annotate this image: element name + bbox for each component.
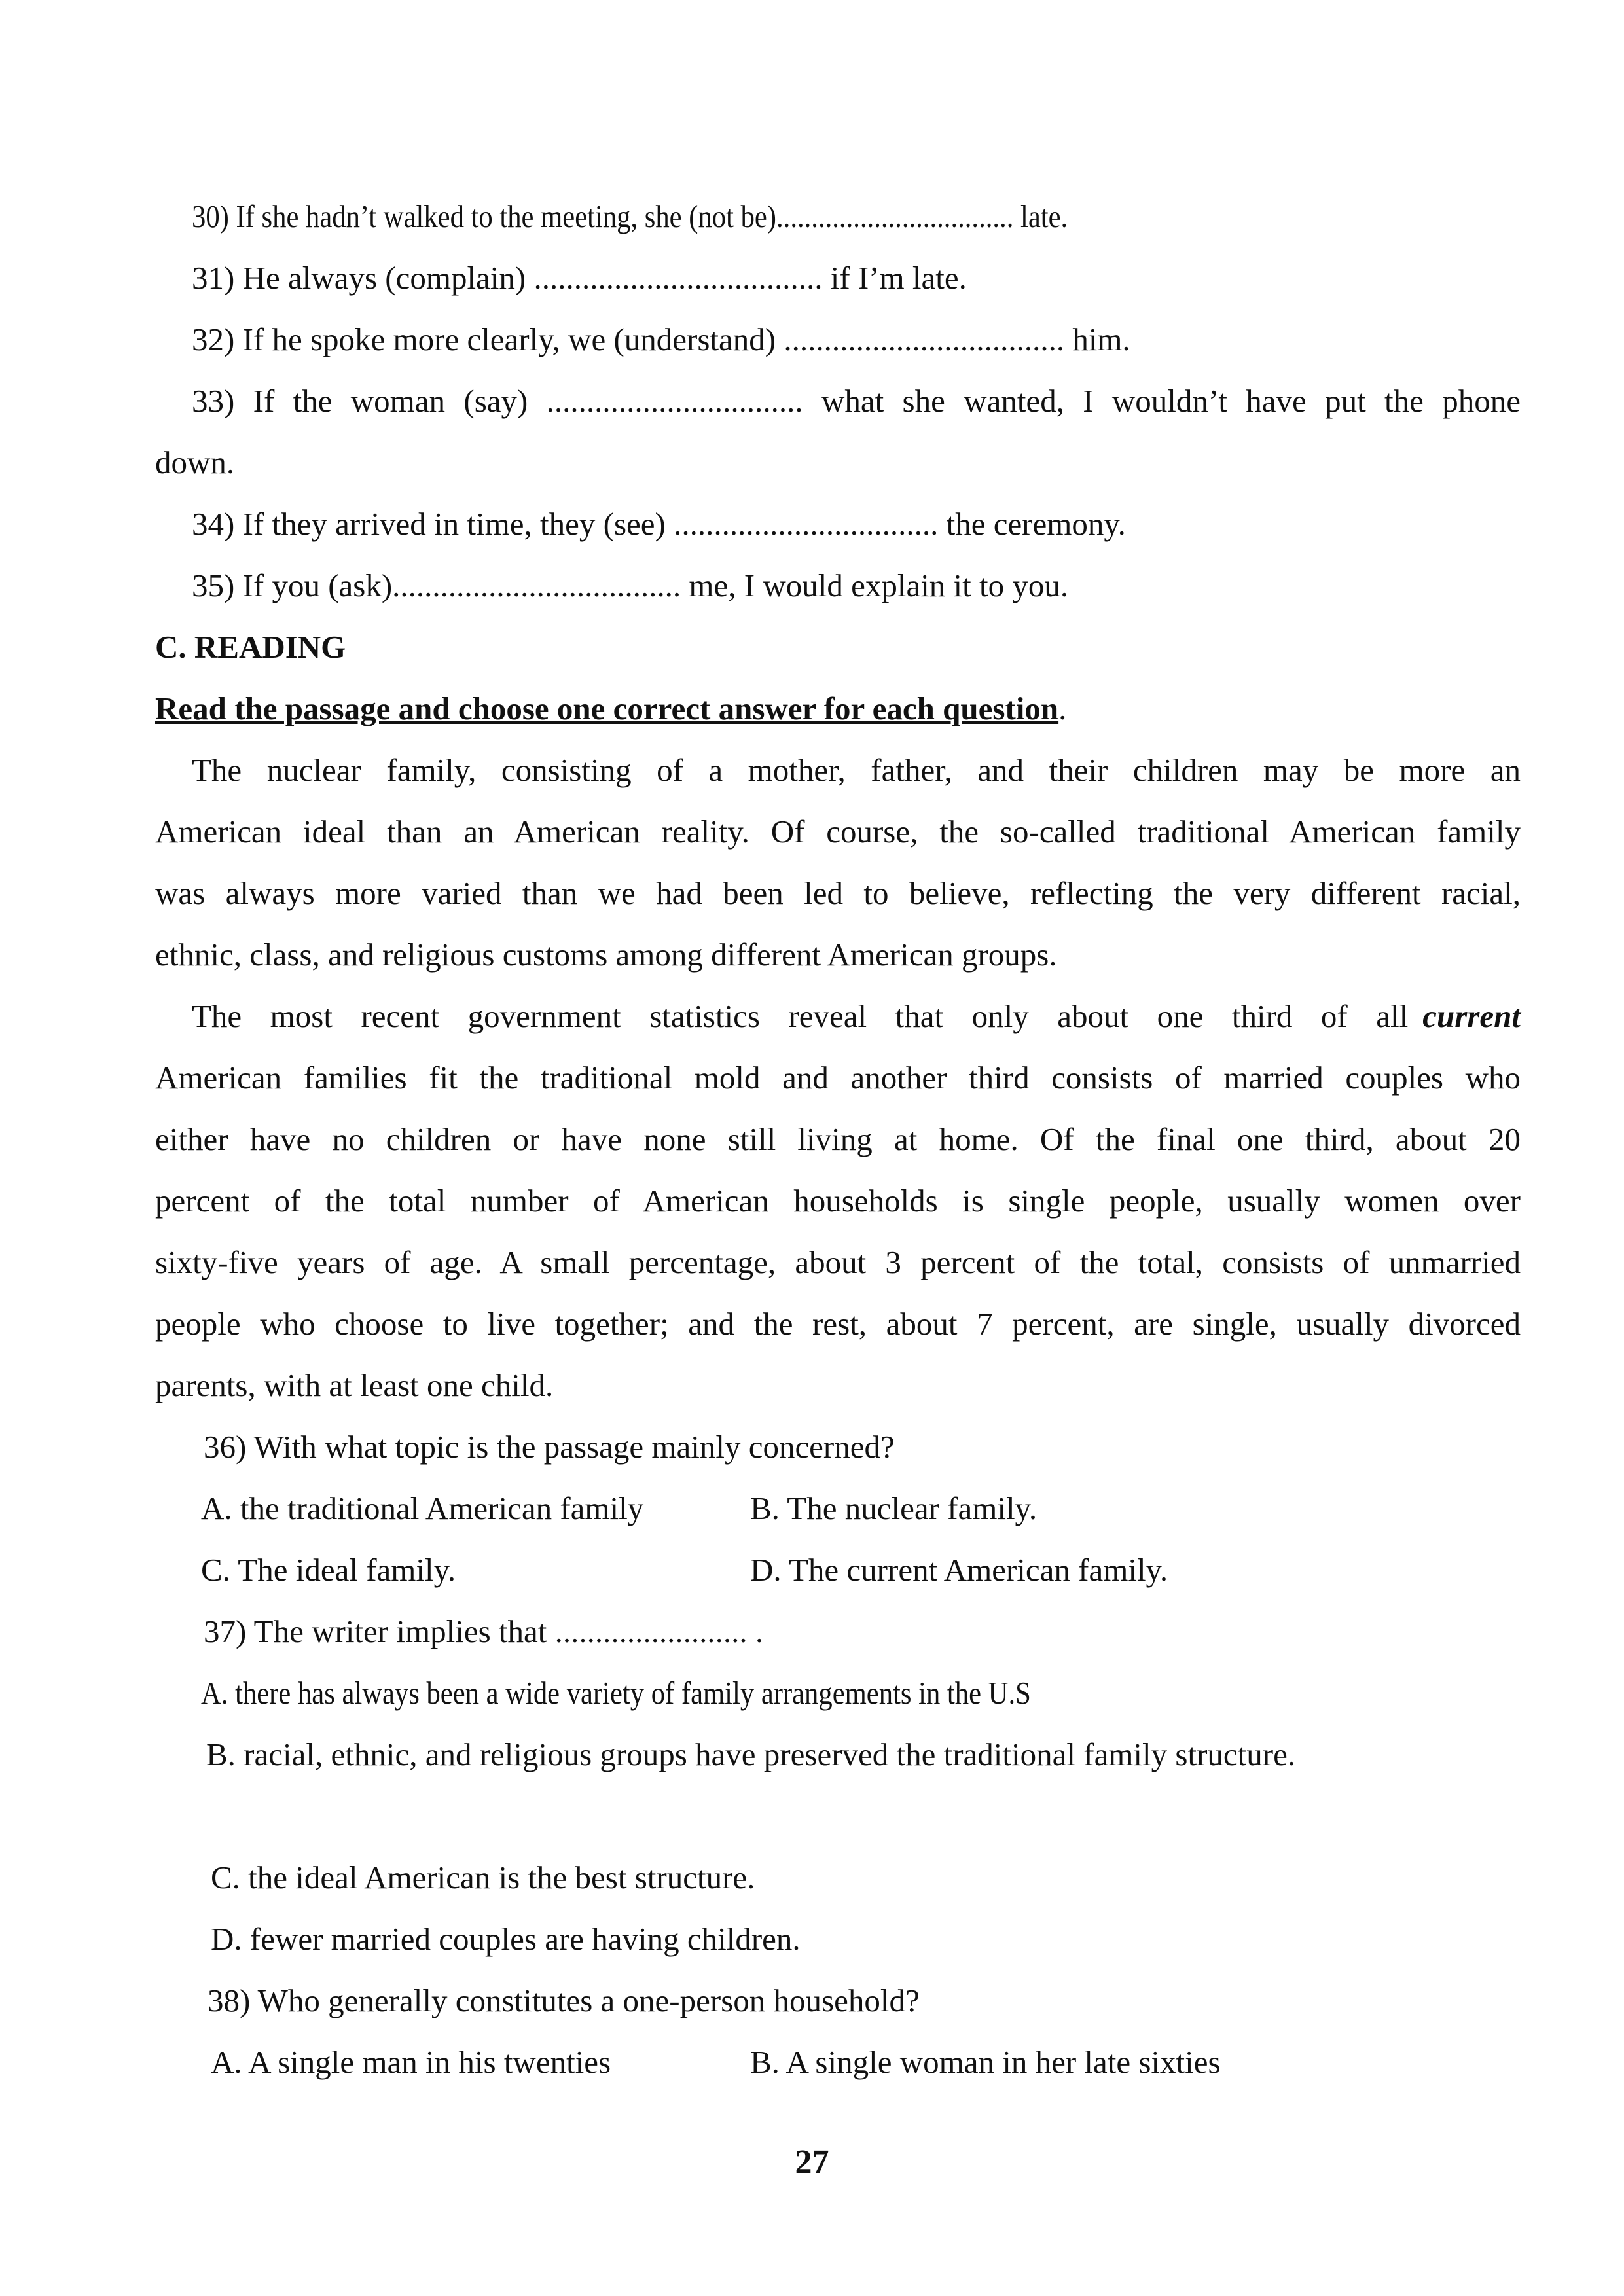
option-a-line [155, 1662, 1566, 1724]
option-c: C. The ideal family. [201, 1552, 456, 1588]
option-a: A. A single man in his twenties [211, 2044, 611, 2080]
item-34: 34) If they arrived in time, they (see) ................................. the ceremony. [192, 506, 1126, 542]
option-a: A. the traditional American family [201, 1490, 644, 1526]
passage-line: was always more varied than we had been led to believe, reflecting the very different racial, [155, 875, 1521, 911]
option-b: B. A single woman in her late sixties [750, 2044, 1221, 2080]
passage-line: parents, with at least one child. [155, 1367, 554, 1403]
instruction [155, 678, 1521, 740]
options-row [155, 1539, 1566, 1601]
question-stem: 38) Who generally constitutes a one-person household? [208, 1982, 920, 2018]
item-30 [155, 186, 1557, 247]
options-row [155, 1478, 1566, 1539]
passage-line: The nuclear family, consisting of a mother, father, and their children may be more an [192, 752, 1521, 788]
instruction-period: . [1058, 691, 1067, 726]
option-b: B. The nuclear family. [750, 1490, 1038, 1526]
option-d: D. The current American family. [750, 1552, 1168, 1588]
passage-line: ethnic, class, and religious customs among different American groups. [155, 937, 1057, 973]
passage-line: people who choose to live together; and the rest, about 7 percent, are single, usually divorced [155, 1306, 1521, 1342]
option-b: B. racial, ethnic, and religious groups have preserved the traditional family structure. [206, 1736, 1296, 1772]
options-row [155, 2032, 1576, 2093]
question-stem: 37) The writer implies that ........................ . [204, 1613, 764, 1649]
item-33: 33) If the woman (say) ................................ what she wanted, I wouldn’t have put the phone [192, 383, 1521, 419]
question-stem: 36) With what topic is the passage mainly concerned? [204, 1429, 895, 1465]
passage-text: The most recent government statistics reveal that only about one third of all [192, 998, 1409, 1034]
option-d: D. fewer married couples are having children. [211, 1921, 801, 1957]
item-35: 35) If you (ask).................................... me, I would explain it to you. [192, 567, 1069, 603]
item-32: 32) If he spoke more clearly, we (understand) ................................... him. [192, 321, 1130, 357]
passage-line [192, 986, 1521, 1047]
option-c: C. the ideal American is the best structure. [211, 1859, 755, 1895]
page-number: 27 [795, 2144, 829, 2181]
emphasis-current: current [1422, 998, 1521, 1034]
passage-line: sixty-five years of age. A small percentage, about 3 percent of the total, consists of unmarried [155, 1244, 1521, 1280]
item-31: 31) He always (complain) .................................... if I’m late. [192, 260, 967, 296]
passage-line: American ideal than an American reality. Of course, the so-called traditional American family [155, 814, 1521, 850]
passage-line: American families fit the traditional mold and another third consists of married couples who [155, 1060, 1521, 1096]
section-heading: C. READING [155, 629, 346, 665]
item-text: 30) If she hadn’t walked to the meeting, she (not be).................................. late. [192, 198, 1068, 234]
passage-line: either have no children or have none still living at home. Of the final one third, about 20 [155, 1121, 1521, 1157]
instruction-text: Read the passage and choose one correct answer for each question [155, 691, 1059, 726]
item-33-cont: down. [155, 444, 235, 480]
passage-line: percent of the total number of American households is single people, usually women over [155, 1183, 1521, 1219]
option-a: A. there has always been a wide variety of family arrangements in the U.S [201, 1675, 1031, 1711]
